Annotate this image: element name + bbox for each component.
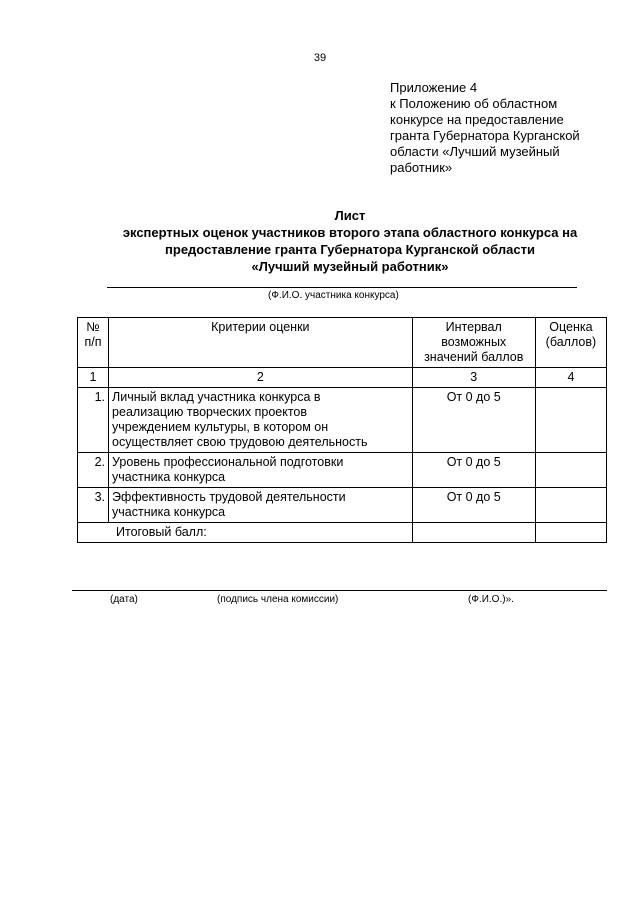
column-index: 4	[535, 368, 606, 388]
header-interval-line: значений баллов	[424, 350, 524, 364]
table-row	[78, 453, 607, 488]
column-index: 1	[78, 368, 109, 388]
row-number: 2.	[78, 453, 109, 488]
criteria-line: Уровень профессиональной подготовки	[112, 455, 344, 469]
criteria-cell	[109, 453, 413, 488]
criteria-line: учреждением культуры, в котором он	[112, 420, 329, 434]
column-index: 3	[412, 368, 535, 388]
title-line: Лист	[334, 208, 366, 223]
page-number: 39	[313, 52, 327, 64]
header-interval	[412, 318, 535, 368]
criteria-line: реализацию творческих проектов	[112, 405, 308, 419]
header-number	[78, 318, 109, 368]
total-row	[78, 523, 607, 543]
criteria-cell	[109, 488, 413, 523]
header-score-line: Оценка	[549, 320, 593, 334]
name-caption: (Ф.И.О.)».	[468, 594, 514, 605]
criteria-line: Личный вклад участника конкурса в	[112, 390, 321, 404]
appendix-line: Приложение 4	[390, 80, 478, 95]
header-score-line: (баллов)	[545, 335, 597, 349]
interval-cell: От 0 до 5	[412, 388, 535, 453]
participant-name-line	[107, 287, 577, 288]
header-criteria: Критерии оценки	[109, 318, 413, 368]
criteria-table	[77, 317, 607, 543]
title-line: экспертных оценок участников второго этапа областного конкурса на	[122, 225, 578, 240]
appendix-line: работник»	[390, 160, 453, 175]
criteria-line: участника конкурса	[112, 470, 226, 484]
header-score	[535, 318, 606, 368]
title-line: предоставление гранта Губернатора Курганской области	[165, 242, 535, 257]
score-cell[interactable]	[535, 488, 606, 523]
header-interval-line: Интервал	[445, 320, 502, 334]
appendix-line: к Положению об областном	[390, 96, 558, 111]
column-index-row	[78, 368, 607, 388]
header-interval-line: возможных	[441, 335, 507, 349]
criteria-cell	[109, 388, 413, 453]
score-cell[interactable]	[535, 453, 606, 488]
criteria-line: участника конкурса	[112, 505, 226, 519]
appendix-note	[390, 80, 620, 176]
table-header-row	[78, 318, 607, 368]
total-interval-cell	[412, 523, 535, 543]
appendix-line: конкурсе на предоставление	[390, 112, 564, 127]
header-number-line: п/п	[84, 335, 102, 349]
total-score-cell[interactable]	[535, 523, 606, 543]
signature-line	[72, 590, 607, 591]
score-cell[interactable]	[535, 388, 606, 453]
table-row	[78, 488, 607, 523]
row-number: 1.	[78, 388, 109, 453]
participant-caption: (Ф.И.О. участника конкурса)	[268, 290, 399, 301]
interval-cell: От 0 до 5	[412, 488, 535, 523]
interval-cell: От 0 до 5	[412, 453, 535, 488]
header-number-line: №	[86, 320, 100, 334]
row-number: 3.	[78, 488, 109, 523]
appendix-line: гранта Губернатора Курганской	[390, 128, 580, 143]
table-row	[78, 388, 607, 453]
appendix-line: области «Лучший музейный	[390, 144, 560, 159]
document-title	[60, 207, 640, 275]
signature-caption: (подпись члена комиссии)	[217, 594, 339, 605]
criteria-line: осуществляет свою трудовою деятельность	[112, 435, 368, 449]
total-label: Итоговый балл:	[78, 523, 413, 543]
title-line: «Лучший музейный работник»	[251, 259, 449, 274]
column-index: 2	[109, 368, 413, 388]
criteria-line: Эффективность трудовой деятельности	[112, 490, 346, 504]
date-caption: (дата)	[110, 594, 138, 605]
